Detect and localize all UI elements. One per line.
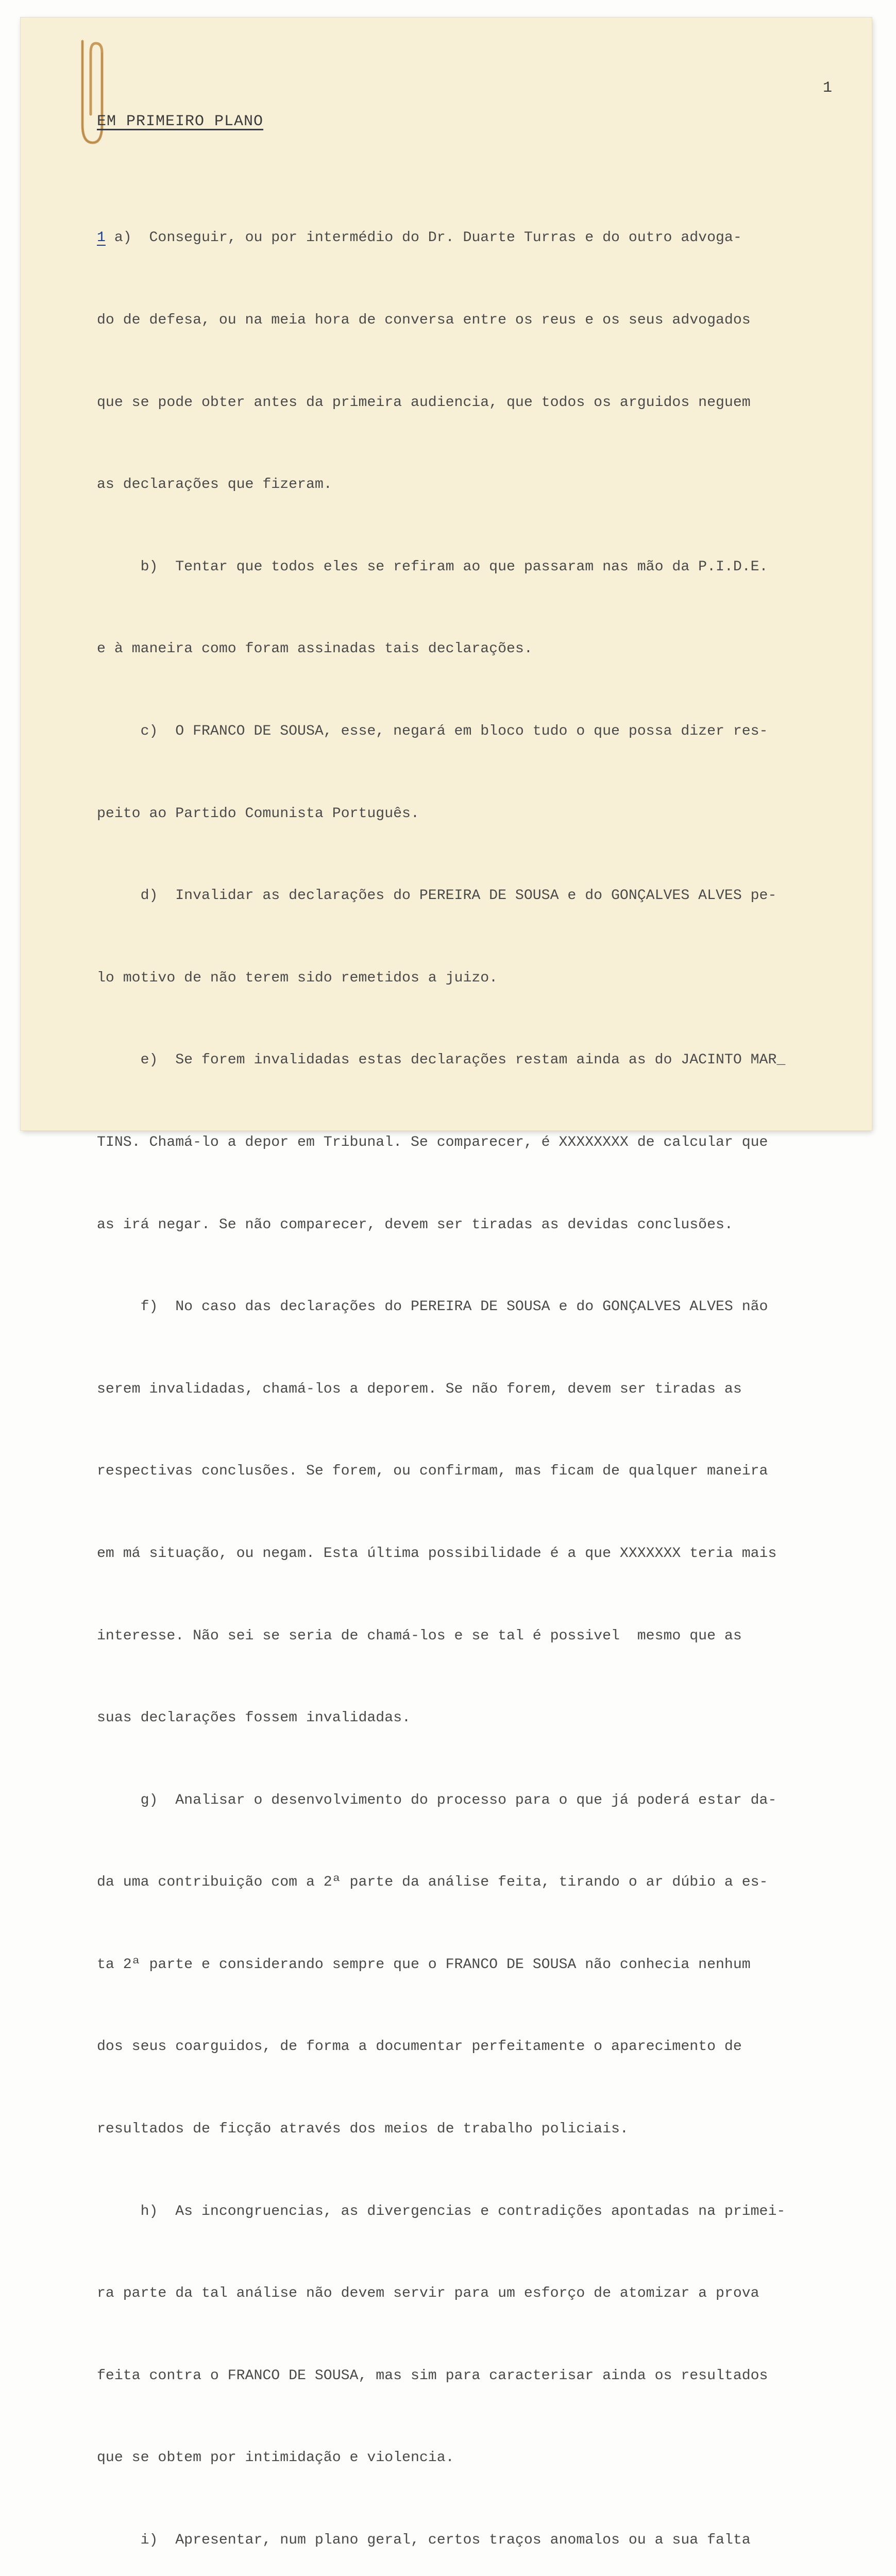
text-line: TINS. Chamá-lo a depor em Tribunal. Se comparecer, é XXXXXXXX de calcular que bbox=[97, 1134, 768, 1150]
text-line: do de defesa, ou na meia hora de conversa entre os reus e os seus advogados bbox=[97, 312, 751, 328]
text-line: as irá negar. Se não comparecer, devem ser tiradas as devidas conclusões. bbox=[97, 1216, 733, 1233]
text-line: ta 2ª parte e considerando sempre que o FRANCO DE SOUSA não conhecia nenhum bbox=[97, 1956, 751, 1973]
text-line: que se obtem por intimidação e violencia. bbox=[97, 2450, 454, 2466]
text-line: f) No caso das declarações do PEREIRA DE SOUSA e do GONÇALVES ALVES não bbox=[97, 1299, 768, 1315]
text-line: d) Invalidar as declarações do PEREIRA DE SOUSA e do GONÇALVES ALVES pe- bbox=[97, 888, 777, 904]
text-line: b) Tentar que todos eles se refiram ao que passaram nas mão da P.I.D.E. bbox=[97, 558, 768, 575]
text-line: da uma contribuição com a 2ª parte da análise feita, tirando o ar dúbio a es- bbox=[97, 1874, 768, 1891]
text-line: que se pode obter antes da primeira audiencia, que todos os arguidos neguem bbox=[97, 394, 751, 411]
text-line: suas declarações fossem invalidadas. bbox=[97, 1710, 411, 1726]
text-line: feita contra o FRANCO DE SOUSA, mas sim para caracterisar ainda os resultados bbox=[97, 2367, 768, 2384]
text-line: g) Analisar o desenvolvimento do processo para o que já poderá estar da- bbox=[97, 1792, 777, 1808]
body-text bbox=[97, 170, 880, 2576]
text-line: c) O FRANCO DE SOUSA, esse, negará em bloco tudo o que possa dizer res- bbox=[97, 723, 768, 739]
text-line: lo motivo de não terem sido remetidos a juizo. bbox=[97, 970, 498, 986]
text-line: dos seus coarguidos, de forma a documentar perfeitamente o aparecimento de bbox=[97, 2039, 742, 2055]
text-line: em má situação, ou negam. Esta última possibilidade é a que XXXXXXX teria mais bbox=[97, 1545, 777, 1562]
text-line: respectivas conclusões. Se forem, ou confirmam, mas ficam de qualquer maneira bbox=[97, 1463, 768, 1480]
text-line: interesse. Não sei se seria de chamá-los e se tal é possivel mesmo que as bbox=[97, 1628, 742, 1644]
typewritten-page bbox=[21, 18, 872, 2549]
text-line: ra parte da tal análise não devem servir para um esforço de atomizar a prova bbox=[97, 2285, 759, 2302]
text-line: e) Se forem invalidadas estas declarações restam ainda as do JACINTO MAR_ bbox=[97, 1052, 786, 1069]
section-heading: EM PRIMEIRO PLANO bbox=[97, 113, 264, 130]
text-line: peito ao Partido Comunista Português. bbox=[97, 805, 419, 822]
paperclip-icon bbox=[72, 37, 104, 150]
text-line: e à maneira como foram assinadas tais declarações. bbox=[97, 641, 533, 657]
item-number-marker: 1 bbox=[97, 230, 106, 246]
text-line: i) Apresentar, num plano geral, certos traços anomalos ou a sua falta bbox=[97, 2532, 751, 2549]
page-number: 1 bbox=[823, 79, 833, 97]
text-line: as declarações que fizeram. bbox=[97, 477, 332, 493]
text-line: serem invalidadas, chamá-los a deporem. Se não forem, devem ser tiradas as bbox=[97, 1381, 742, 1397]
text-line: resultados de ficção através dos meios de trabalho policiais. bbox=[97, 2121, 629, 2138]
text-line: 1 a) Conseguir, ou por intermédio do Dr. Duarte Turras e do outro advoga- bbox=[97, 230, 742, 246]
text-line: h) As incongruencias, as divergencias e contradições apontadas na primei- bbox=[97, 2203, 786, 2219]
